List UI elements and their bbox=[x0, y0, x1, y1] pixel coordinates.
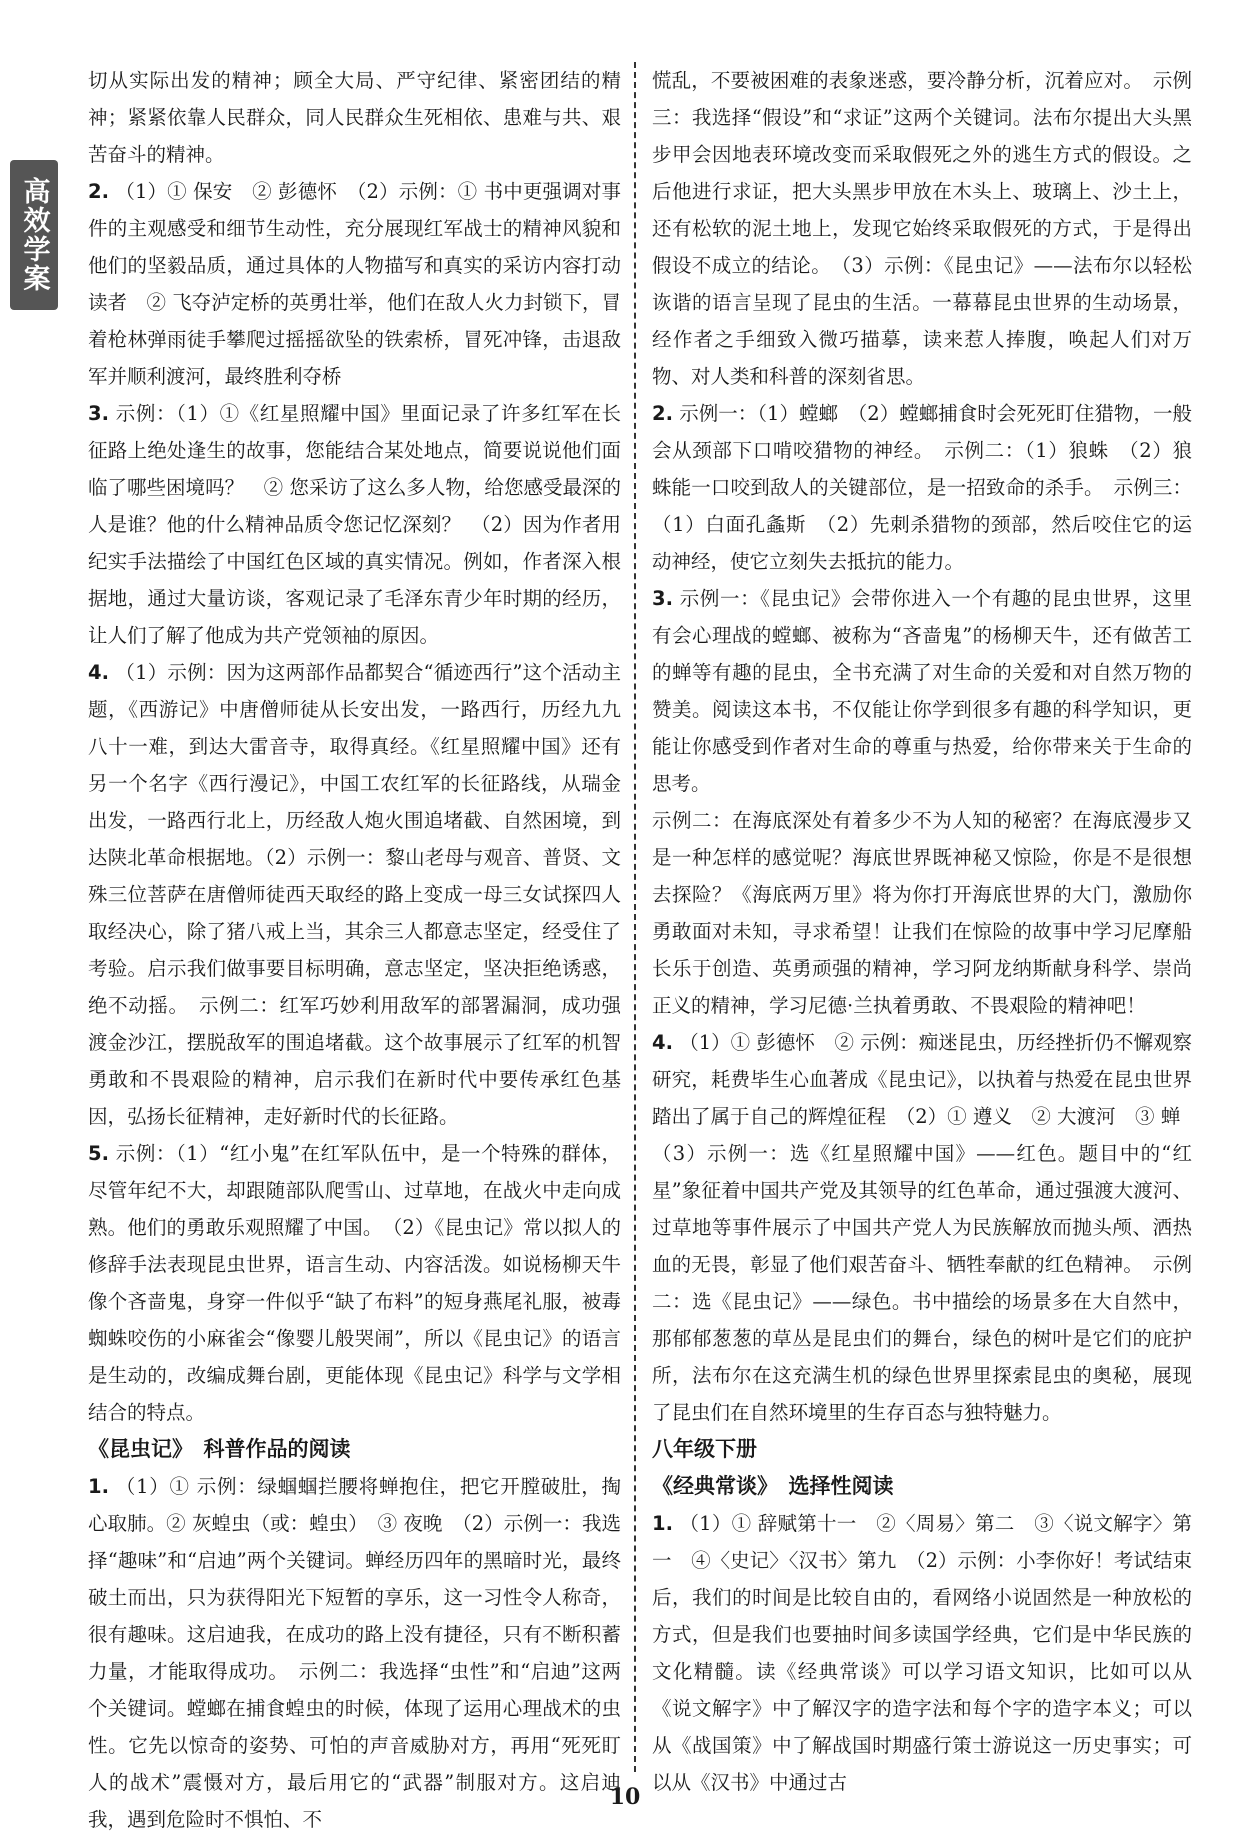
question-number: 1. bbox=[88, 1475, 109, 1498]
answer-text: 示例一：《昆虫记》会带你进入一个有趣的昆虫世界，这里有会心理战的螳螂、被称为“吝啬鬼”的杨柳天牛，还有做苦工的蝉等有趣的昆虫，全书充满了对生命的关爱和对自然万物的赞美。阅读这本书，不仅能让你学到很多有趣的科学知识，更能让你感受到作者对生命的尊重与热爱，给你带来关于生命的思考。 bbox=[652, 587, 1192, 795]
answer-text: （1）① 保安 ② 彭德怀 （2）示例：① 书中更强调对事件的主观感受和细节生动性，充分展现红军战士的精神风貌和他们的坚毅品质，通过具体的人物描写和真实的采访内容打动读者 ② 飞夺泸定桥的英勇壮举，他们在敌人火力封锁下，冒着枪林弹雨徒手攀爬过摇摇欲坠的铁索桥，冒死冲锋，击退敌军并顺利渡河，最终胜利夺桥 bbox=[88, 180, 621, 388]
side-tab-text: 高效学案 bbox=[18, 177, 50, 293]
left-answer-3 bbox=[88, 395, 621, 654]
question-number: 3. bbox=[88, 402, 109, 425]
right-answer-3-example-2: 示例二：在海底深处有着多少不为人知的秘密？在海底漫步又是一种怎样的感觉呢？海底世界既神秘又惊险，你是不是很想去探险？《海底两万里》将为你打开海底世界的大门，激励你勇敢面对未知，寻求希望！让我们在惊险的故事中学习尼摩船长乐于创造、英勇顽强的精神，学习阿龙纳斯献身科学、崇尚正义的精神，学习尼德·兰执着勇敢、不畏艰险的精神吧！ bbox=[652, 809, 1192, 1017]
question-number: 3. bbox=[652, 587, 673, 610]
right-section-answer-1 bbox=[652, 1505, 1192, 1801]
answer-text: 示例一：（1）螳螂 （2）螳螂捕食时会死死盯住猎物，一般会从颈部下口啃咬猎物的神经。 示例二：（1）狼蛛 （2）狼蛛能一口咬到敌人的关键部位，是一招致命的杀手。 示例三：（1）白面孔螽斯 （2）先刺杀猎物的颈部，然后咬住它的运动神经，使它立刻失去抵抗的能力。 bbox=[652, 402, 1192, 573]
answer-text: （1）① 辞赋第十一 ②〈周易〉第二 ③〈说文解字〉第一 ④〈史记〉〈汉书〉第九 （2）示例：小李你好！考试结束后，我们的时间是比较自由的，看网络小说固然是一种放松的方式，但是我们也要抽时间多读国学经典，它们是中华民族的文化精髓。读《经典常谈》可以学习语文知识，比如可以从《说文解字》中了解汉字的造字法和每个字的造字本义；可以从《战国策》中了解战国时期盛行策士游说这一历史事实；可以从《汉书》中通过古 bbox=[652, 1512, 1192, 1794]
question-number: 2. bbox=[88, 180, 109, 203]
question-number: 5. bbox=[88, 1142, 109, 1165]
question-number: 1. bbox=[652, 1512, 673, 1535]
side-tab-label bbox=[10, 160, 58, 310]
right-continued-paragraph: 慌乱，不要被困难的表象迷惑，要冷静分析，沉着应对。 示例三：我选择“假设”和“求证”这两个关键词。法布尔提出大头黑步甲会因地表环境改变而采取假死之外的逃生方式的假设。之后他进行求证，把大头黑步甲放在木头上、玻璃上、沙土上，还有松软的泥土地上，发现它始终采取假死的方式，于是得出假设不成立的结论。 （3）示例：《昆虫记》——法布尔以轻松诙谐的语言呈现了昆虫的生活。一幕幕昆虫世界的生动场景，经作者之手细致入微巧描摹，读来惹人捧腹，唤起人们对万物、对人类和科普的深刻省思。 bbox=[652, 69, 1192, 388]
left-answer-2 bbox=[88, 173, 621, 395]
left-intro-paragraph: 切从实际出发的精神；顾全大局、严守纪律、紧密团结的精神；紧紧依靠人民群众，同人民群众生死相依、患难与共、艰苦奋斗的精神。 bbox=[88, 69, 621, 166]
answer-text: （1）示例：因为这两部作品都契合“循迹西行”这个活动主题，《西游记》中唐僧师徒从长安出发，一路西行，历经九九八十一难，到达大雷音寺，取得真经。《红星照耀中国》还有另一个名字《西行漫记》，中国工农红军的长征路线，从瑞金出发，一路西行北上，历经敌人炮火围追堵截、自然困境，到达陕北革命根据地。（2）示例一：黎山老母与观音、普贤、文殊三位菩萨在唐僧师徒西天取经的路上变成一母三女试探四人取经决心，除了猪八戒上当，其余三人都意志坚定，经受住了考验。启示我们做事要目标明确，意志坚定，坚决拒绝诱惑，绝不动摇。 示例二：红军巧妙利用敌军的部署漏洞，成功强渡金沙江，摆脱敌军的围追堵截。这个故事展示了红军的机智勇敢和不畏艰险的精神，启示我们在新时代中要传承红色基因，弘扬长征精神，走好新时代的长征路。 bbox=[88, 661, 621, 1128]
question-number: 4. bbox=[88, 661, 109, 684]
answer-text: 示例：（1）“红小鬼”在红军队伍中，是一个特殊的群体，尽管年纪不大，却跟随部队爬雪山、过草地，在战火中走向成熟。他们的勇敢乐观照耀了中国。 （2）《昆虫记》常以拟人的修辞手法表现昆虫世界，语言生动、内容活泼。如说杨柳天牛像个吝啬鬼，身穿一件似乎“缺了布料”的短身燕尾礼服，被毒蜘蛛咬伤的小麻雀会“像婴儿般哭闹”，所以《昆虫记》的语言是生动的，改编成舞台剧，更能体现《昆虫记》科学与文学相结合的特点。 bbox=[88, 1142, 621, 1424]
question-number: 2. bbox=[652, 402, 673, 425]
column-divider bbox=[634, 62, 636, 1772]
grade-heading: 八年级下册 bbox=[652, 1437, 757, 1461]
answer-text: （1）① 示例：绿蝈蝈拦腰将蝉抱住，把它开膛破肚，掏心取肺。② 灰蝗虫（或：蝗虫） ③ 夜晚 （2）示例一：我选择“趣味”和“启迪”两个关键词。蝉经历四年的黑暗时光，最终破土而出，只为获得阳光下短暂的享乐，这一习性令人称奇，很有趣味。这启迪我，在成功的路上没有捷径，只有不断积蓄力量，才能取得成功。 示例二：我选择“虫性”和“启迪”这两个关键词。螳螂在捕食蝗虫的时候，体现了运用心理战术的虫性。它先以惊奇的姿势、可怕的声音威胁对方，再用“死死盯人的战术”震慑对方，最后用它的“武器”制服对方。这启迪我，遇到危险时不惧怕、不 bbox=[88, 1475, 621, 1831]
answer-text: （1）① 彭德怀 ② 示例：痴迷昆虫，历经挫折仍不懈观察研究，耗费毕生心血著成《昆虫记》，以执着与热爱在昆虫世界踏出了属于自己的辉煌征程 （2）① 遵义 ② 大渡河 ③ 蝉 bbox=[652, 1031, 1192, 1128]
right-answer-2 bbox=[652, 395, 1192, 580]
right-column bbox=[652, 62, 1192, 1801]
left-section-answer-1 bbox=[88, 1468, 621, 1838]
question-number: 4. bbox=[652, 1031, 673, 1054]
right-answer-3 bbox=[652, 580, 1192, 802]
left-answer-5 bbox=[88, 1135, 621, 1431]
left-answer-4 bbox=[88, 654, 621, 1135]
section-heading-kunchongji: 《昆虫记》 科普作品的阅读 bbox=[88, 1437, 351, 1461]
answer-text: 示例：（1）①《红星照耀中国》里面记录了许多红军在长征路上绝处逢生的故事，您能结合某处地点，简要说说他们面临了哪些困境吗？ ② 您采访了这么多人物，给您感受最深的人是谁？他的什么精神品质令您记忆深刻？ （2）因为作者用纪实手法描绘了中国红色区域的真实情况。例如，作者深入根据地，通过大量访谈，客观记录了毛泽东青少年时期的经历，让人们了解了他成为共产党领袖的原因。 bbox=[88, 402, 621, 647]
section-heading-jingdian: 《经典常谈》 选择性阅读 bbox=[652, 1474, 894, 1498]
left-column bbox=[88, 62, 621, 1838]
right-answer-4-part-3: （3）示例一：选《红星照耀中国》——红色。题目中的“红星”象征着中国共产党及其领导的红色革命，通过强渡大渡河、过草地等事件展示了中国共产党人为民族解放而抛头颅、洒热血的无畏，彰显了他们艰苦奋斗、牺牲奉献的红色精神。 示例二：选《昆虫记》——绿色。书中描绘的场景多在大自然中，那郁郁葱葱的草丛是昆虫们的舞台，绿色的树叶是它们的庇护所，法布尔在这充满生机的绿色世界里探索昆虫的奥秘，展现了昆虫们在自然环境里的生存百态与独特魅力。 bbox=[652, 1142, 1192, 1424]
right-answer-4 bbox=[652, 1024, 1192, 1135]
page-number: 10 bbox=[609, 1784, 641, 1810]
